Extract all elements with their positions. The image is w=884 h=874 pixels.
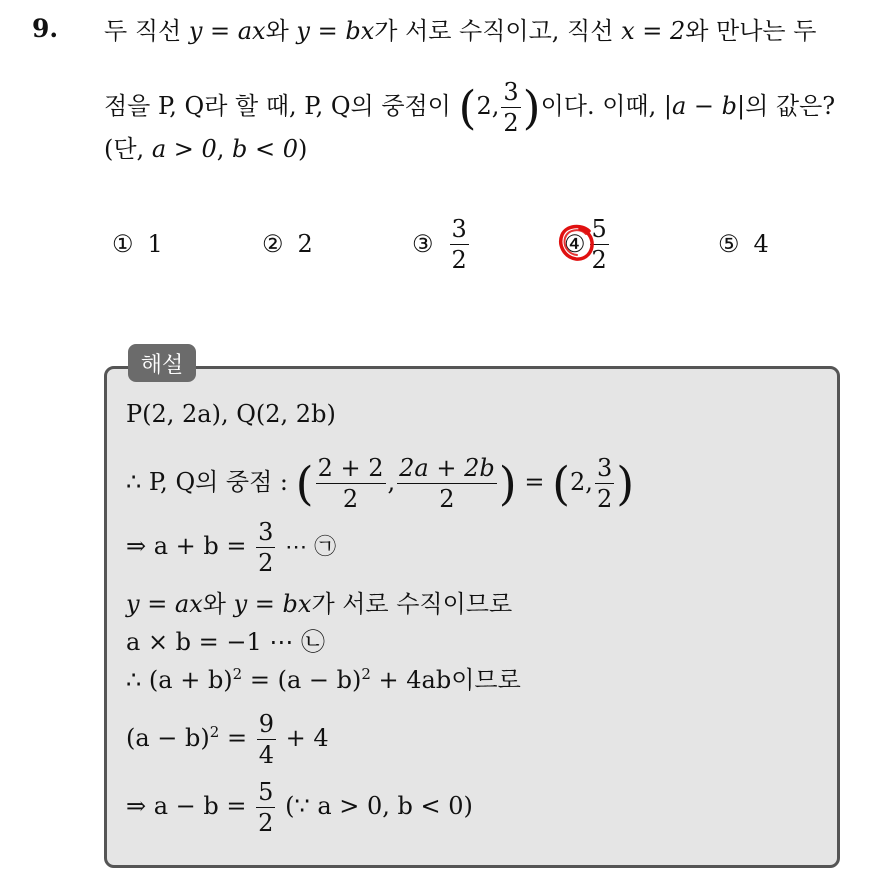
q-eq-y-bx: y = bx [296,17,375,45]
fraction-denominator: 2 [451,245,467,274]
s-equals: = [219,724,248,752]
choice-value: 1 [147,230,163,258]
q-text: , [216,135,233,163]
s-text: ⇒ a − b = [126,792,247,820]
s-equals: = [524,468,545,496]
s-text: = (a − b) [242,666,362,694]
s-fraction [256,520,275,575]
s-eq-y-ax: y = ax [126,590,203,618]
solution-tag: 해설 [128,344,196,382]
solution-line-4 [126,588,512,620]
q-eq-y-ax: y = ax [188,17,266,45]
q-eq-x-2: x = 2 [621,17,686,45]
fraction-denominator: 2 [503,109,519,137]
fraction-numerator: 2 + 2 [317,454,384,482]
exponent: 2 [232,665,243,683]
answer-circle-mark-icon [556,222,598,264]
s-text: ⋯ ㉠ [285,535,337,560]
s-eq-y-bx: y = bx [233,590,312,618]
fraction-denominator: 2 [342,485,359,513]
fraction-denominator: 2 [591,245,607,274]
choice-value: 4 [753,230,769,258]
midpoint-x-fraction [316,456,386,511]
condition-a: a > 0 [151,135,217,163]
choice-mark: ⑤ [718,230,740,258]
paren-close: ) [616,456,635,511]
question-number: 9. [32,14,59,43]
midpoint-y-fraction [501,80,520,135]
fraction-numerator: 9 [258,710,274,738]
paren-open: ( [295,456,314,511]
s-fraction [257,712,276,767]
midpoint-x: 2, [476,92,500,120]
choice-5[interactable] [718,214,769,274]
s-text: 이므로 [451,666,521,694]
q-text: 의 값은? [745,92,836,120]
s-text: (∵ a > 0, b < 0) [285,792,473,820]
solution-line-1: P(2, 2a), Q(2, 2b) [126,400,336,428]
fraction-numerator: 3 [258,518,274,546]
q-text: 두 직선 [104,17,189,45]
q-text: 와 만나는 두 [685,17,817,45]
s-point-x: 2, [570,468,593,496]
s-text: + 4 [285,724,329,752]
fraction-numerator: 2a + 2b [399,454,495,482]
q-text: 가 서로 수직이고, 직선 [374,17,622,45]
s-text: + 4ab [370,666,452,694]
choice-2[interactable] [262,214,313,274]
s-text: (a − b) [126,724,210,752]
paren-open: ( [458,80,477,135]
fraction-numerator: 5 [591,214,607,243]
q-expr-abs: |a − b| [663,92,746,120]
solution-line-2: ∴ P, Q의 중점 : ( $\frac{2 + 2}{2}$ , $\frac{2a + 2b}{2}$ ) = (2, $\frac{3}{2}$ ) [126,454,635,513]
question-line-1 [104,14,816,48]
choice-4[interactable] [564,214,611,274]
s-point-y-fraction [595,456,614,511]
fraction-numerator: 3 [596,454,613,482]
choice-1[interactable] [112,214,163,274]
s-text: ∴ P, Q의 중점 : [126,468,296,496]
q-text: 와 [265,17,297,45]
solution-line-6 [126,664,521,696]
s-text: 가 서로 수직이므로 [311,590,513,618]
choice-value: 2 [297,230,313,258]
solution-line-8 [126,780,473,835]
q-text: 점을 P, Q라 할 때, P, Q의 중점이 [104,92,459,120]
exponent: 2 [209,723,220,741]
s-text: 와 [202,590,234,618]
choice-mark: ③ [412,230,434,258]
fraction-denominator: 2 [439,485,455,513]
fraction-denominator: 2 [258,549,274,577]
solution-line-5: a × b = −1 ⋯ ㉡ [126,628,326,656]
fraction-denominator: 2 [258,809,274,837]
question-line-3 [104,132,307,166]
choice-mark: ④ [564,230,586,258]
fraction-numerator: 3 [503,78,519,106]
solution-line-7 [126,712,329,767]
solution-line-3 [126,520,336,575]
condition-b: b < 0 [232,135,299,163]
q-text: ) [298,135,308,163]
s-fraction [256,780,275,835]
fraction-numerator: 3 [451,214,467,243]
choice-mark: ① [112,230,134,258]
paren-open: ( [552,456,571,511]
paren-close: ) [522,80,541,135]
paren-close: ) [498,456,517,511]
fraction-denominator: 4 [258,741,274,769]
question-line-2 [104,80,835,135]
s-text: ⇒ a + b = [126,532,247,560]
fraction-denominator: 2 [596,485,613,513]
choice-3[interactable] [412,214,471,274]
midpoint-y-fraction [397,456,497,511]
fraction-numerator: 5 [258,778,274,806]
q-text: (단, [104,135,152,163]
s-text: ∴ (a + b) [126,666,233,694]
choice-fraction [450,214,469,274]
q-text: 이다. 이때, [540,92,664,120]
choice-mark: ② [262,230,284,258]
exponent: 2 [361,665,371,683]
